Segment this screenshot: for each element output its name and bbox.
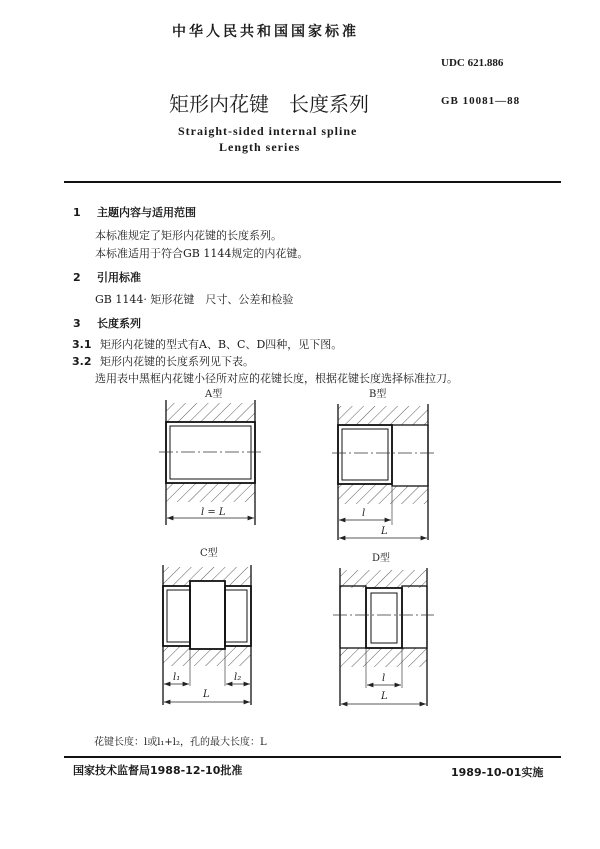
paragraph: 本标准规定了矩形内花键的长度系列。 xyxy=(95,229,282,242)
section-title: 主题内容与适用范围 xyxy=(97,206,196,219)
dimension-label: L xyxy=(203,689,210,700)
figure-type-d xyxy=(333,551,434,706)
paragraph: 本标准适用于符合GB 1144规定的内花键。 xyxy=(95,247,309,260)
clause-text: 矩形内花键的型式有A、B、C、D四种，见下图。 xyxy=(100,338,343,351)
footer-rule xyxy=(64,756,561,758)
figure-type-c xyxy=(163,546,251,705)
dimension-label: l xyxy=(382,673,386,684)
dimension-label: l = L xyxy=(201,507,226,518)
english-title-line-1: Straight-sided internal spline xyxy=(178,124,358,138)
clause-number: 3.1 xyxy=(72,338,92,351)
referenced-standard: GB 1144· 矩形花键 尺寸、公差和检验 xyxy=(95,293,294,306)
approval-date: 国家技术监督局1988-12-10批准 xyxy=(73,764,243,777)
clause-text: 矩形内花键的长度系列见下表。 xyxy=(100,355,254,368)
udc-code: UDC 621.886 xyxy=(441,57,504,69)
section-title: 引用标准 xyxy=(97,271,141,284)
section-title: 长度系列 xyxy=(97,317,141,330)
dimension-label: l xyxy=(362,508,366,519)
issuing-body: 中华人民共和国国家标准 xyxy=(172,24,359,40)
english-title-line-2: Length series xyxy=(219,140,301,154)
clause-number: 3.2 xyxy=(72,355,92,368)
dimension-label: L xyxy=(381,691,388,702)
figure-label: A型 xyxy=(205,389,223,400)
figure-type-a xyxy=(159,387,262,525)
figure-type-b xyxy=(332,387,436,540)
section-number: 2 xyxy=(73,271,81,284)
figure-label: B型 xyxy=(369,389,387,400)
standard-number: GB 10081—88 xyxy=(441,95,521,107)
dimension-label: L xyxy=(381,526,388,537)
dimension-label: l₁ xyxy=(173,672,181,683)
section-number: 3 xyxy=(73,317,81,330)
section-number: 1 xyxy=(73,206,81,219)
figure-label: D型 xyxy=(372,553,391,564)
clause-note: 选用表中黑框内花键小径所对应的花键长度，根据花键长度选择标准拉刀。 xyxy=(95,372,458,385)
figure-label: C型 xyxy=(200,548,218,559)
figure-note: 花键长度：l或l₁+l₂，孔的最大长度：L xyxy=(94,737,267,748)
dimension-label: l₂ xyxy=(234,672,242,683)
effective-date: 1989-10-01实施 xyxy=(451,766,544,779)
document-title: 矩形内花键 长度系列 xyxy=(169,92,369,116)
